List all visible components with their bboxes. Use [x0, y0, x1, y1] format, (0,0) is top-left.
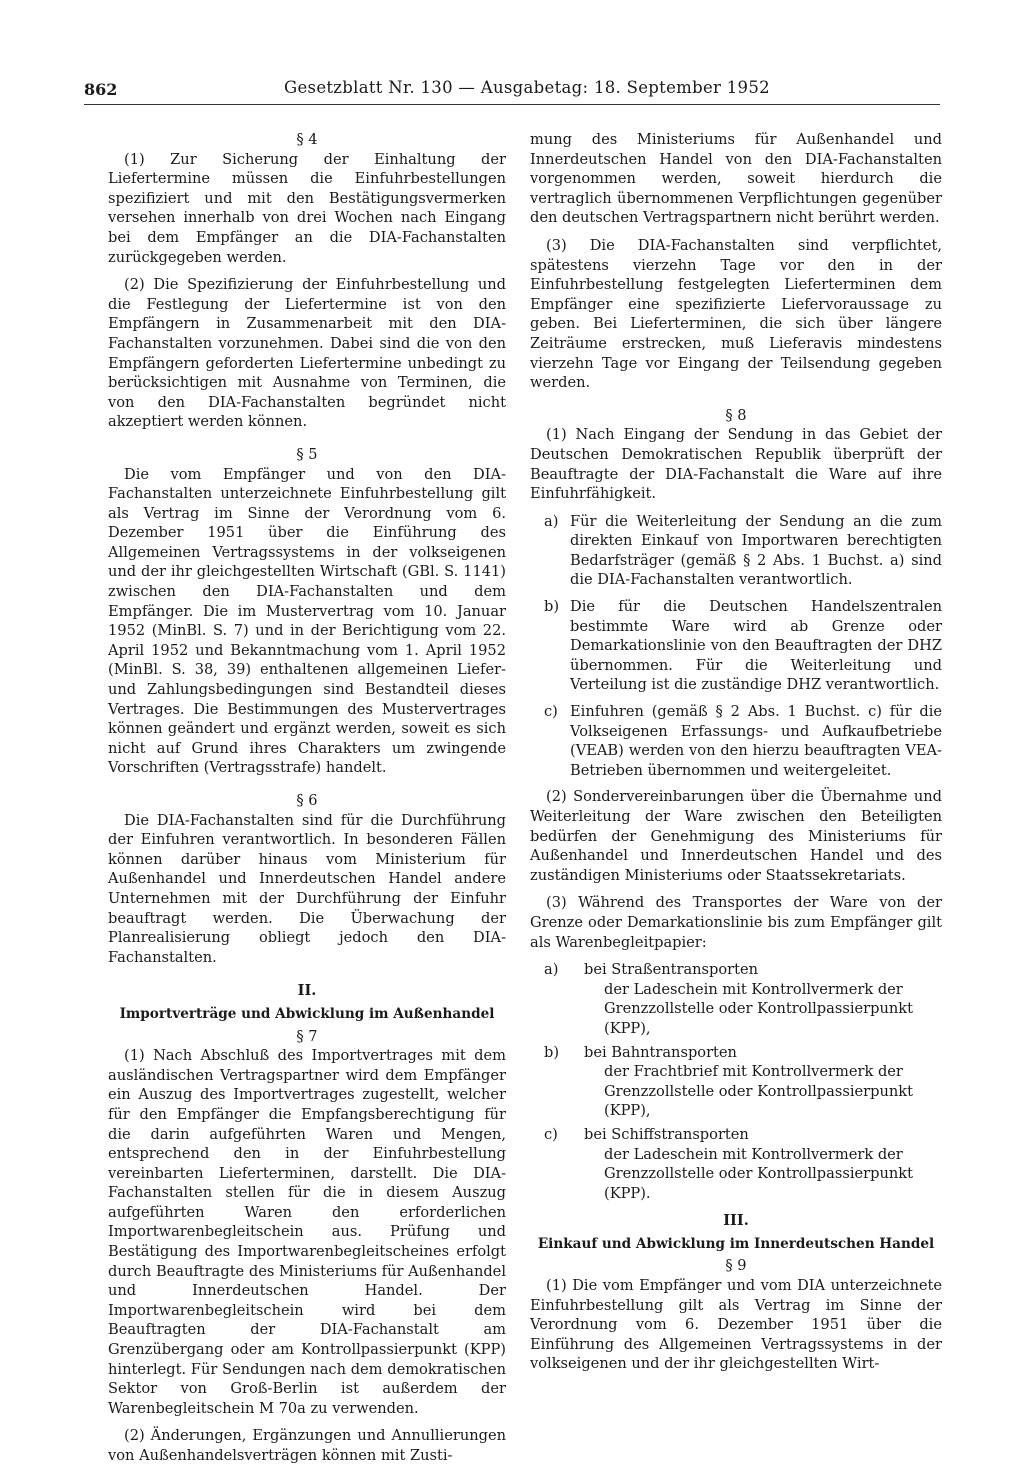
- list-item: [530, 702, 942, 780]
- transport-doc-detail: der Ladeschein mit Kontrollvermerk der Grenzzollstelle oder Kontrollpassierpunkt (KPP),: [604, 980, 913, 1037]
- list-item-label: b): [544, 598, 560, 616]
- transport-doc-detail: der Ladeschein mit Kontrollvermerk der Grenzzollstelle oder Kontrollpassierpunkt (KPP).: [604, 1145, 913, 1202]
- section-7-heading: § 7: [296, 1027, 318, 1045]
- list-item-label: a): [544, 512, 559, 530]
- transport-doc-label: b): [544, 1043, 560, 1061]
- section-6-heading: § 6: [296, 792, 318, 809]
- transport-doc-row: [530, 960, 942, 980]
- section-4-heading: § 4: [296, 131, 318, 148]
- chapter-3-numeral: III.: [723, 1212, 749, 1230]
- list-item: [530, 512, 942, 590]
- section-4-paragraph-2: (2) Die Spezifizierung der Einfuhrbestellung und die Festlegung der Liefertermine ist von den Empfängern in Zusammenarbeit mit den DIA-Fachanstalten vorzunehmen. Dabei sind die von den Empfängern geforderten Liefertermine unbedingt zu berücksichtigen mit Ausnahme von Terminen, die von den DIA-Fachanstalten begründet nicht akzeptiert werden können.: [108, 276, 506, 431]
- right-column: [530, 130, 942, 1382]
- transport-doc-mode: bei Straßentransporten: [584, 961, 759, 979]
- transport-doc-detail: der Frachtbrief mit Kontrollvermerk der Grenzzollstelle oder Kontrollpassierpunkt (KPP),: [604, 1063, 913, 1120]
- page-header: [84, 78, 940, 105]
- section-7-continuation: mung des Ministeriums für Außenhandel und Innerdeutschen Handel von den DIA-Fachanstalten vorgenommen werden, soweit hierdurch die vertraglich übernommenen Verpflichtungen gegenüber den deutschen Vertragspartnern nicht berührt werden.: [530, 131, 942, 227]
- section-6-paragraph-1: Die DIA-Fachanstalten sind für die Durchführung der Einfuhren verantwortlich. In besonderen Fällen können darüber hinaus vom Ministerium für Außenhandel und Innerdeutschen Handel andere Unternehmen mit der Durchführung der Einfuhr beauftragt werden. Die Überwachung der Planrealisierung obliegt jedoch den DIA-Fachanstalten.: [108, 811, 506, 966]
- list-item-text: Für die Weiterleitung der Sendung an die zum direkten Einkauf von Importwaren berechtigten Bedarfsträger (gemäß § 2 Abs. 1 Buchst. a) sind die DIA-Fachanstalten verantwortlich.: [570, 512, 942, 589]
- transport-doc-mode: bei Schiffstransporten: [584, 1125, 749, 1143]
- section-7-paragraph-2: (2) Änderungen, Ergänzungen und Annullierungen von Außenhandelsverträgen können mit Zusti-: [108, 1427, 506, 1464]
- section-8-paragraph-1: (1) Nach Eingang der Sendung in das Gebiet der Deutschen Demokratischen Republik überprüft der Beauftragte der DIA-Fachanstalt die Ware auf ihre Einfuhrfähigkeit.: [530, 426, 942, 503]
- section-9-paragraph-1: (1) Die vom Empfänger und vom DIA unterzeichnete Einfuhrbestellung gilt als Vertrag im Sinne der Verordnung vom 6. Dezember 1951 über die Einführung des Allgemeinen Vertragssystems in der volkseigenen und der ihr gleichgestellten Wirt-: [530, 1277, 942, 1373]
- transport-doc-row: [530, 1043, 942, 1063]
- section-4-paragraph-1: (1) Zur Sicherung der Einhaltung der Liefertermine müssen die Einfuhrbestellungen spezifiziert und mit den Bestätigungsvermerken versehen innerhalb von drei Wochen nach Eingang bei dem Empfänger an die DIA-Fachanstalten zurückgegeben werden.: [108, 150, 506, 266]
- chapter-2-title: Importverträge und Abwicklung im Außenhandel: [119, 1005, 495, 1022]
- chapter-2-numeral: II.: [297, 982, 317, 1000]
- list-item-label: c): [544, 703, 558, 721]
- section-5-heading: § 5: [296, 445, 318, 463]
- transport-doc-label: c): [544, 1125, 558, 1143]
- chapter-3-title: Einkauf und Abwicklung im Innerdeutschen Handel: [537, 1235, 935, 1252]
- list-item-text: Die für die Deutschen Handelszentralen bestimmte Ware wird ab Grenze oder Demarkationslinie von den Beauftragten der DHZ übernommen. Für die Weiterleitung und Verteilung ist die zuständige DHZ verantwortlich.: [570, 598, 942, 694]
- header-title: Gesetzblatt Nr. 130 — Ausgabetag: 18. September 1952: [284, 78, 770, 97]
- section-8-heading: § 8: [725, 406, 747, 424]
- list-item-text: Einfuhren (gemäß § 2 Abs. 1 Buchst. c) für die Volkseigenen Erfassungs- und Aufkaufbetriebe (VEAB) werden von den hierzu beauftragten VEA-Betrieben übernommen und weitergeleitet.: [570, 703, 942, 779]
- section-8-paragraph-2: (2) Sondervereinbarungen über die Übernahme und Weiterleitung der Ware zwischen den Beteiligten bedürfen der Genehmigung des Ministeriums für Außenhandel und Innerdeutschen Handel und des zuständigen Ministeriums oder Staatssekretariats.: [530, 788, 942, 884]
- section-7-paragraph-1: (1) Nach Abschluß des Importvertrages mit dem ausländischen Vertragspartner wird dem Empfänger ein Auszug des Importvertrages zugestellt, welcher für den Empfänger die Empfangsberechtigung für die darin aufgeführten Waren und Mengen, entsprechend den in der Einfuhrbestellung vereinbarten Lieferterminen, darstellt. Die DIA-Fachanstalten stellen für die in diesem Auszug aufgeführten Waren den erforderlichen Importwarenbegleitschein aus. Prüfung und Bestätigung des Importwarenbegleitscheines erfolgt durch Beauftragte des Ministeriums für Außenhandel und Innerdeutschen Handel. Der Importwarenbegleitschein wird bei dem Beauftragten der DIA-Fachanstalt am Grenzübergang oder am Kontrollpassierpunkt (KPP) hinterlegt. Für Sendungen nach dem demokratischen Sektor von Groß-Berlin ist außerdem der Warenbegleitschein M 70a zu verwenden.: [108, 1047, 506, 1417]
- list-item: [530, 597, 942, 695]
- transport-doc-label: a): [544, 961, 559, 979]
- transport-doc-mode: bei Bahntransporten: [584, 1043, 737, 1061]
- section-5-paragraph-1: Die vom Empfänger und von den DIA-Fachanstalten unterzeichnete Einfuhrbestellung gilt als Vertrag im Sinne der Verordnung vom 6. Dezember 1951 über die Einführung des Allgemeinen Vertragssystems in der volkseigenen und der ihr gleichgestellten Wirtschaft (GBl. S. 1141) zwischen den DIA-Fachanstalten und dem Empfänger. Die im Mustervertrag vom 10. Januar 1952 (MinBl. S. 7) und in der Berichtigung vom 22. April 1952 und Bekanntmachung vom 1. April 1952 (MinBl. S. 38, 39) enthaltenen allgemeinen Liefer- und Zahlungsbedingungen sind Bestandteil dieses Vertrages. Die Bestimmungen des Mustervertrages können geändert und ergänzt werden, soweit es sich nicht auf Grund ihres Charakters um zwingende Vorschriften (Vertragsstrafe) handelt.: [108, 465, 506, 777]
- left-column: [108, 130, 506, 1474]
- section-8-paragraph-3: (3) Während des Transportes der Ware von der Grenze oder Demarkationslinie bis zum Empfänger gilt als Warenbegleitpapier:: [530, 894, 942, 951]
- transport-doc-row: [530, 1125, 942, 1145]
- section-9-heading: § 9: [725, 1257, 747, 1275]
- page-number: 862: [84, 80, 118, 99]
- section-7-paragraph-3: (3) Die DIA-Fachanstalten sind verpflichtet, spätestens vierzehn Tage vor den in der Einfuhrbestellung festgelegten Lieferterminen dem Empfänger eine spezifizierte Liefervoraussage zu geben. Bei Lieferterminen, die sich über längere Zeiträume erstrecken, muß Lieferavis mindestens vierzehn Tage vor Eingang der Teilsendung gegeben werden.: [530, 236, 942, 392]
